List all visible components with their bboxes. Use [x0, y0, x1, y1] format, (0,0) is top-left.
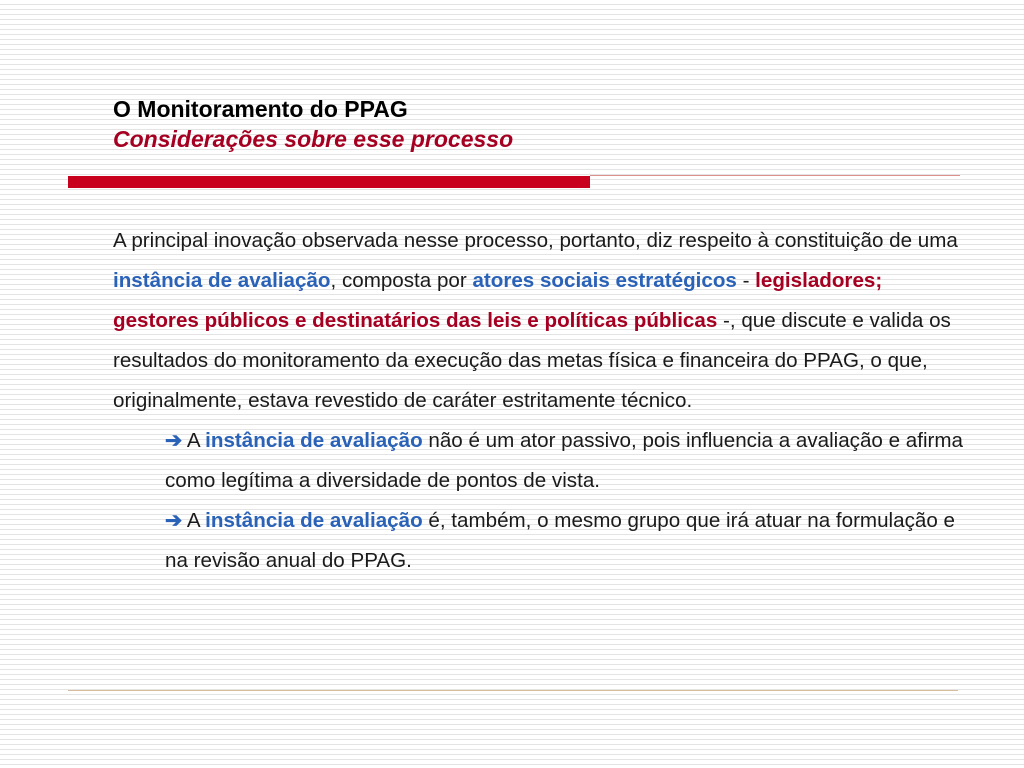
- title-block: [113, 94, 973, 154]
- bullet-1-highlight: instância de avaliação: [205, 429, 423, 452]
- paragraph-text-4: -, que discute e valida os resultados do monitoramento da execução das metas física e financeira do PPAG, o que, originalmente, estava revestido de caráter estritamente técnico.: [113, 309, 951, 412]
- paragraph-text-3: -: [736, 269, 756, 292]
- highlight-atores: atores sociais estratégicos: [472, 269, 737, 292]
- arrow-right-icon: ➔: [165, 509, 183, 532]
- bullet-2-text: é, também, o mesmo grupo que irá atuar na formulação e na revisão anual do PPAG.: [165, 509, 955, 572]
- footer-divider: [68, 690, 958, 691]
- paragraph-text-2: , composta por: [330, 269, 473, 292]
- bullet-2-lead: A: [182, 509, 206, 532]
- bullet-2-highlight: instância de avaliação: [205, 509, 423, 532]
- slide-body: [113, 221, 973, 581]
- bullet-item-1: [113, 421, 973, 501]
- bullet-item-2: [113, 501, 973, 581]
- paragraph-text-1: A principal inovação observada nesse processo, portanto, diz respeito à constituição de uma: [113, 229, 958, 252]
- highlight-legisladores: legisladores; gestores públicos e destinatários das leis e políticas públicas: [113, 269, 883, 332]
- highlight-instancia: instância de avaliação: [113, 269, 331, 292]
- title-underline-thin: [590, 175, 960, 176]
- bullet-1-text: não é um ator passivo, pois influencia a avaliação e afirma como legítima a diversidade de pontos de vista.: [165, 429, 963, 492]
- arrow-right-icon: ➔: [165, 429, 183, 452]
- slide-title: O Monitoramento do PPAG: [113, 96, 408, 122]
- bullet-1-lead: A: [182, 429, 206, 452]
- main-paragraph: [113, 221, 973, 421]
- slide-subtitle: Considerações sobre esse processo: [113, 126, 514, 152]
- title-underline-bar: [68, 176, 590, 188]
